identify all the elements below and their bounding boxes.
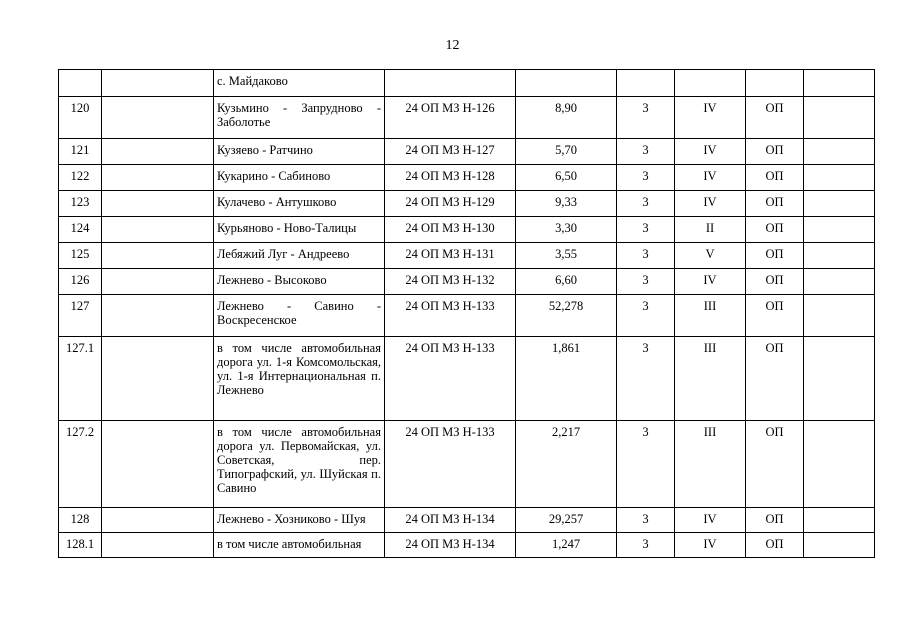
road-category-cell: III bbox=[675, 295, 746, 337]
road-name-cell: Лежнево - Высоково bbox=[214, 269, 385, 295]
road-significance-cell bbox=[746, 70, 804, 97]
empty-cell bbox=[102, 97, 214, 139]
road-length-cell: 2,217 bbox=[516, 421, 617, 508]
empty-cell bbox=[804, 533, 875, 558]
empty-cell bbox=[804, 97, 875, 139]
table-row bbox=[59, 533, 875, 558]
empty-cell bbox=[804, 421, 875, 508]
road-code-cell bbox=[385, 70, 516, 97]
empty-cell bbox=[804, 70, 875, 97]
road-name-cell: Кузяево - Ратчино bbox=[214, 139, 385, 165]
empty-cell bbox=[804, 139, 875, 165]
row-number-cell: 124 bbox=[59, 217, 102, 243]
road-category-cell: IV bbox=[675, 533, 746, 558]
row-number-cell: 128.1 bbox=[59, 533, 102, 558]
empty-cell bbox=[102, 533, 214, 558]
empty-cell bbox=[102, 217, 214, 243]
road-name-cell: Лежнево - Савино - Воскресенское bbox=[214, 295, 385, 337]
road-code-cell: 24 ОП МЗ Н-126 bbox=[385, 97, 516, 139]
table-row bbox=[59, 139, 875, 165]
empty-cell bbox=[102, 70, 214, 97]
road-code-cell: 24 ОП МЗ Н-131 bbox=[385, 243, 516, 269]
page-number: 12 bbox=[445, 38, 460, 53]
row-number-cell: 127 bbox=[59, 295, 102, 337]
row-number-cell: 126 bbox=[59, 269, 102, 295]
road-significance-cell: ОП bbox=[746, 337, 804, 421]
row-number-cell: 127.2 bbox=[59, 421, 102, 508]
road-lanes-cell: 3 bbox=[617, 295, 675, 337]
road-lanes-cell: 3 bbox=[617, 337, 675, 421]
empty-cell bbox=[102, 508, 214, 533]
table-row bbox=[59, 337, 875, 421]
empty-cell bbox=[804, 217, 875, 243]
road-code-cell: 24 ОП МЗ Н-130 bbox=[385, 217, 516, 243]
road-significance-cell: ОП bbox=[746, 421, 804, 508]
table-row bbox=[59, 243, 875, 269]
road-lanes-cell: 3 bbox=[617, 508, 675, 533]
road-lanes-cell: 3 bbox=[617, 97, 675, 139]
road-code-cell: 24 ОП МЗ Н-132 bbox=[385, 269, 516, 295]
road-category-cell bbox=[675, 70, 746, 97]
road-significance-cell: ОП bbox=[746, 243, 804, 269]
road-category-cell: III bbox=[675, 337, 746, 421]
road-code-cell: 24 ОП МЗ Н-134 bbox=[385, 508, 516, 533]
row-number-cell: 125 bbox=[59, 243, 102, 269]
empty-cell bbox=[804, 295, 875, 337]
road-lanes-cell: 3 bbox=[617, 191, 675, 217]
empty-cell bbox=[102, 295, 214, 337]
road-name-cell: Кукарино - Сабиново bbox=[214, 165, 385, 191]
road-significance-cell: ОП bbox=[746, 191, 804, 217]
road-category-cell: IV bbox=[675, 508, 746, 533]
road-length-cell: 9,33 bbox=[516, 191, 617, 217]
empty-cell bbox=[102, 337, 214, 421]
table-row bbox=[59, 70, 875, 97]
road-significance-cell: ОП bbox=[746, 508, 804, 533]
road-name-cell: с. Майдаково bbox=[214, 70, 385, 97]
road-length-cell: 3,55 bbox=[516, 243, 617, 269]
empty-cell bbox=[804, 191, 875, 217]
road-lanes-cell: 3 bbox=[617, 243, 675, 269]
empty-cell bbox=[804, 243, 875, 269]
empty-cell bbox=[804, 165, 875, 191]
road-category-cell: III bbox=[675, 421, 746, 508]
road-code-cell: 24 ОП МЗ Н-128 bbox=[385, 165, 516, 191]
road-length-cell: 6,50 bbox=[516, 165, 617, 191]
road-code-cell: 24 ОП МЗ Н-127 bbox=[385, 139, 516, 165]
empty-cell bbox=[102, 165, 214, 191]
road-code-cell: 24 ОП МЗ Н-133 bbox=[385, 421, 516, 508]
row-number-cell: 123 bbox=[59, 191, 102, 217]
road-lanes-cell: 3 bbox=[617, 217, 675, 243]
empty-cell bbox=[804, 269, 875, 295]
road-significance-cell: ОП bbox=[746, 533, 804, 558]
road-significance-cell: ОП bbox=[746, 139, 804, 165]
table-row bbox=[59, 165, 875, 191]
row-number-cell: 128 bbox=[59, 508, 102, 533]
road-significance-cell: ОП bbox=[746, 217, 804, 243]
row-number-cell: 127.1 bbox=[59, 337, 102, 421]
road-category-cell: IV bbox=[675, 165, 746, 191]
empty-cell bbox=[102, 269, 214, 295]
empty-cell bbox=[102, 243, 214, 269]
road-code-cell: 24 ОП МЗ Н-133 bbox=[385, 295, 516, 337]
road-lanes-cell: 3 bbox=[617, 269, 675, 295]
road-length-cell: 1,861 bbox=[516, 337, 617, 421]
road-name-cell: Кулачево - Антушково bbox=[214, 191, 385, 217]
road-length-cell: 1,247 bbox=[516, 533, 617, 558]
road-length-cell: 3,30 bbox=[516, 217, 617, 243]
row-number-cell: 120 bbox=[59, 97, 102, 139]
road-name-cell: Курьяново - Ново-Талицы bbox=[214, 217, 385, 243]
road-significance-cell: ОП bbox=[746, 165, 804, 191]
empty-cell bbox=[102, 191, 214, 217]
road-name-cell: Лебяжий Луг - Андреево bbox=[214, 243, 385, 269]
road-name-cell: в том числе автомобильная дорога ул. 1-я Комсомольская, ул. 1-я Интернациональная п. Лежнево bbox=[214, 337, 385, 421]
empty-cell bbox=[804, 508, 875, 533]
empty-cell bbox=[804, 337, 875, 421]
road-lanes-cell: 3 bbox=[617, 533, 675, 558]
road-category-cell: V bbox=[675, 243, 746, 269]
road-length-cell: 52,278 bbox=[516, 295, 617, 337]
row-number-cell bbox=[59, 70, 102, 97]
row-number-cell: 122 bbox=[59, 165, 102, 191]
road-name-cell: в том числе автомобильная дорога ул. Первомайская, ул. Советская, пер. Типографский, ул. Шуйская п. Савино bbox=[214, 421, 385, 508]
empty-cell bbox=[102, 139, 214, 165]
road-length-cell bbox=[516, 70, 617, 97]
table-row bbox=[59, 217, 875, 243]
road-code-cell: 24 ОП МЗ Н-134 bbox=[385, 533, 516, 558]
road-significance-cell: ОП bbox=[746, 269, 804, 295]
table-row bbox=[59, 508, 875, 533]
empty-cell bbox=[102, 421, 214, 508]
table-row bbox=[59, 191, 875, 217]
road-lanes-cell: 3 bbox=[617, 421, 675, 508]
road-code-cell: 24 ОП МЗ Н-129 bbox=[385, 191, 516, 217]
road-lanes-cell bbox=[617, 70, 675, 97]
road-name-cell: в том числе автомобильная bbox=[214, 533, 385, 558]
road-length-cell: 29,257 bbox=[516, 508, 617, 533]
road-name-cell: Кузьмино - Запрудново - Заболотье bbox=[214, 97, 385, 139]
road-category-cell: IV bbox=[675, 139, 746, 165]
table-row bbox=[59, 421, 875, 508]
road-length-cell: 6,60 bbox=[516, 269, 617, 295]
row-number-cell: 121 bbox=[59, 139, 102, 165]
road-significance-cell: ОП bbox=[746, 295, 804, 337]
table-row bbox=[59, 97, 875, 139]
road-code-cell: 24 ОП МЗ Н-133 bbox=[385, 337, 516, 421]
road-lanes-cell: 3 bbox=[617, 139, 675, 165]
road-length-cell: 8,90 bbox=[516, 97, 617, 139]
road-name-cell: Лежнево - Хозниково - Шуя bbox=[214, 508, 385, 533]
road-lanes-cell: 3 bbox=[617, 165, 675, 191]
table-row bbox=[59, 295, 875, 337]
road-category-cell: IV bbox=[675, 97, 746, 139]
road-category-cell: IV bbox=[675, 191, 746, 217]
table-row bbox=[59, 269, 875, 295]
road-significance-cell: ОП bbox=[746, 97, 804, 139]
road-category-cell: IV bbox=[675, 269, 746, 295]
road-length-cell: 5,70 bbox=[516, 139, 617, 165]
roads-table bbox=[58, 69, 875, 558]
road-category-cell: II bbox=[675, 217, 746, 243]
